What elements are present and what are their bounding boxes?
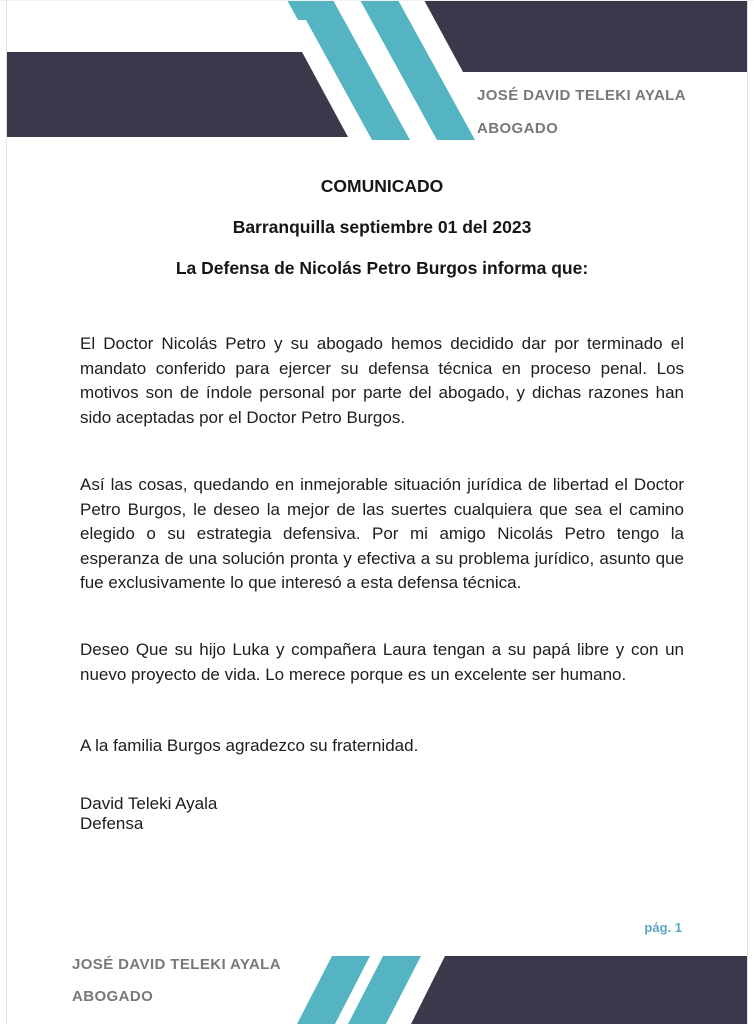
signature-role: Defensa — [80, 814, 144, 833]
footer-lawyer-title: ABOGADO — [72, 988, 154, 1005]
header-lawyer-name: JOSÉ DAVID TELEKI AYALA — [477, 87, 686, 104]
document-dateline: Barranquilla septiembre 01 del 2023 — [232, 217, 532, 237]
scan-edge-left — [6, 0, 7, 1024]
header-lawyer-title: ABOGADO — [477, 120, 559, 137]
signature-name: David Teleki Ayala — [80, 794, 218, 813]
top-right-navy-shape — [424, 0, 747, 72]
footer-lawyer-name: JOSÉ DAVID TELEKI AYALA — [72, 956, 281, 973]
paragraph-4: A la familia Burgos agradezco su fraternidad. — [80, 736, 419, 755]
paragraph-2: Así las cosas, quedando en inmejorable situación jurídica de libertad el Doctor Petro Burgos, le deseo la mejor de las suertes cualquiera que sea el camino elegido o su estrategia defensiva. Por mi amigo Nicolás Petro tengo la esperanza de una solución pronta y efectiva a su problema jurídico, asunto que fue exclusivamente lo que interesó a esta defensa técnica. — [80, 475, 684, 592]
paragraph-1: El Doctor Nicolás Petro y su abogado hemos decidido dar por terminado el mandato conferido para ejercer su defensa técnica en proceso penal. Los motivos son de índole personal por parte del abogado, y dichas razones han sido aceptadas por el Doctor Petro Burgos. — [80, 334, 684, 427]
scan-edge-right — [747, 0, 748, 1024]
letterhead-top-graphic — [0, 0, 754, 145]
footer-navy-shape — [411, 956, 747, 1024]
document-title: COMUNICADO — [320, 176, 444, 196]
page-number: pág. 1 — [644, 920, 682, 935]
paragraph-3: Deseo Que su hijo Luka y compañera Laura tengan a su papá libre y con un nuevo proyecto de vida. Lo merece porque es un excelente ser humano. — [80, 640, 684, 684]
signature-block — [80, 794, 217, 834]
top-left-navy-bar — [7, 52, 348, 137]
document-subject: La Defensa de Nicolás Petro Burgos informa que: — [175, 258, 589, 278]
scan-edge-top — [0, 0, 754, 1]
